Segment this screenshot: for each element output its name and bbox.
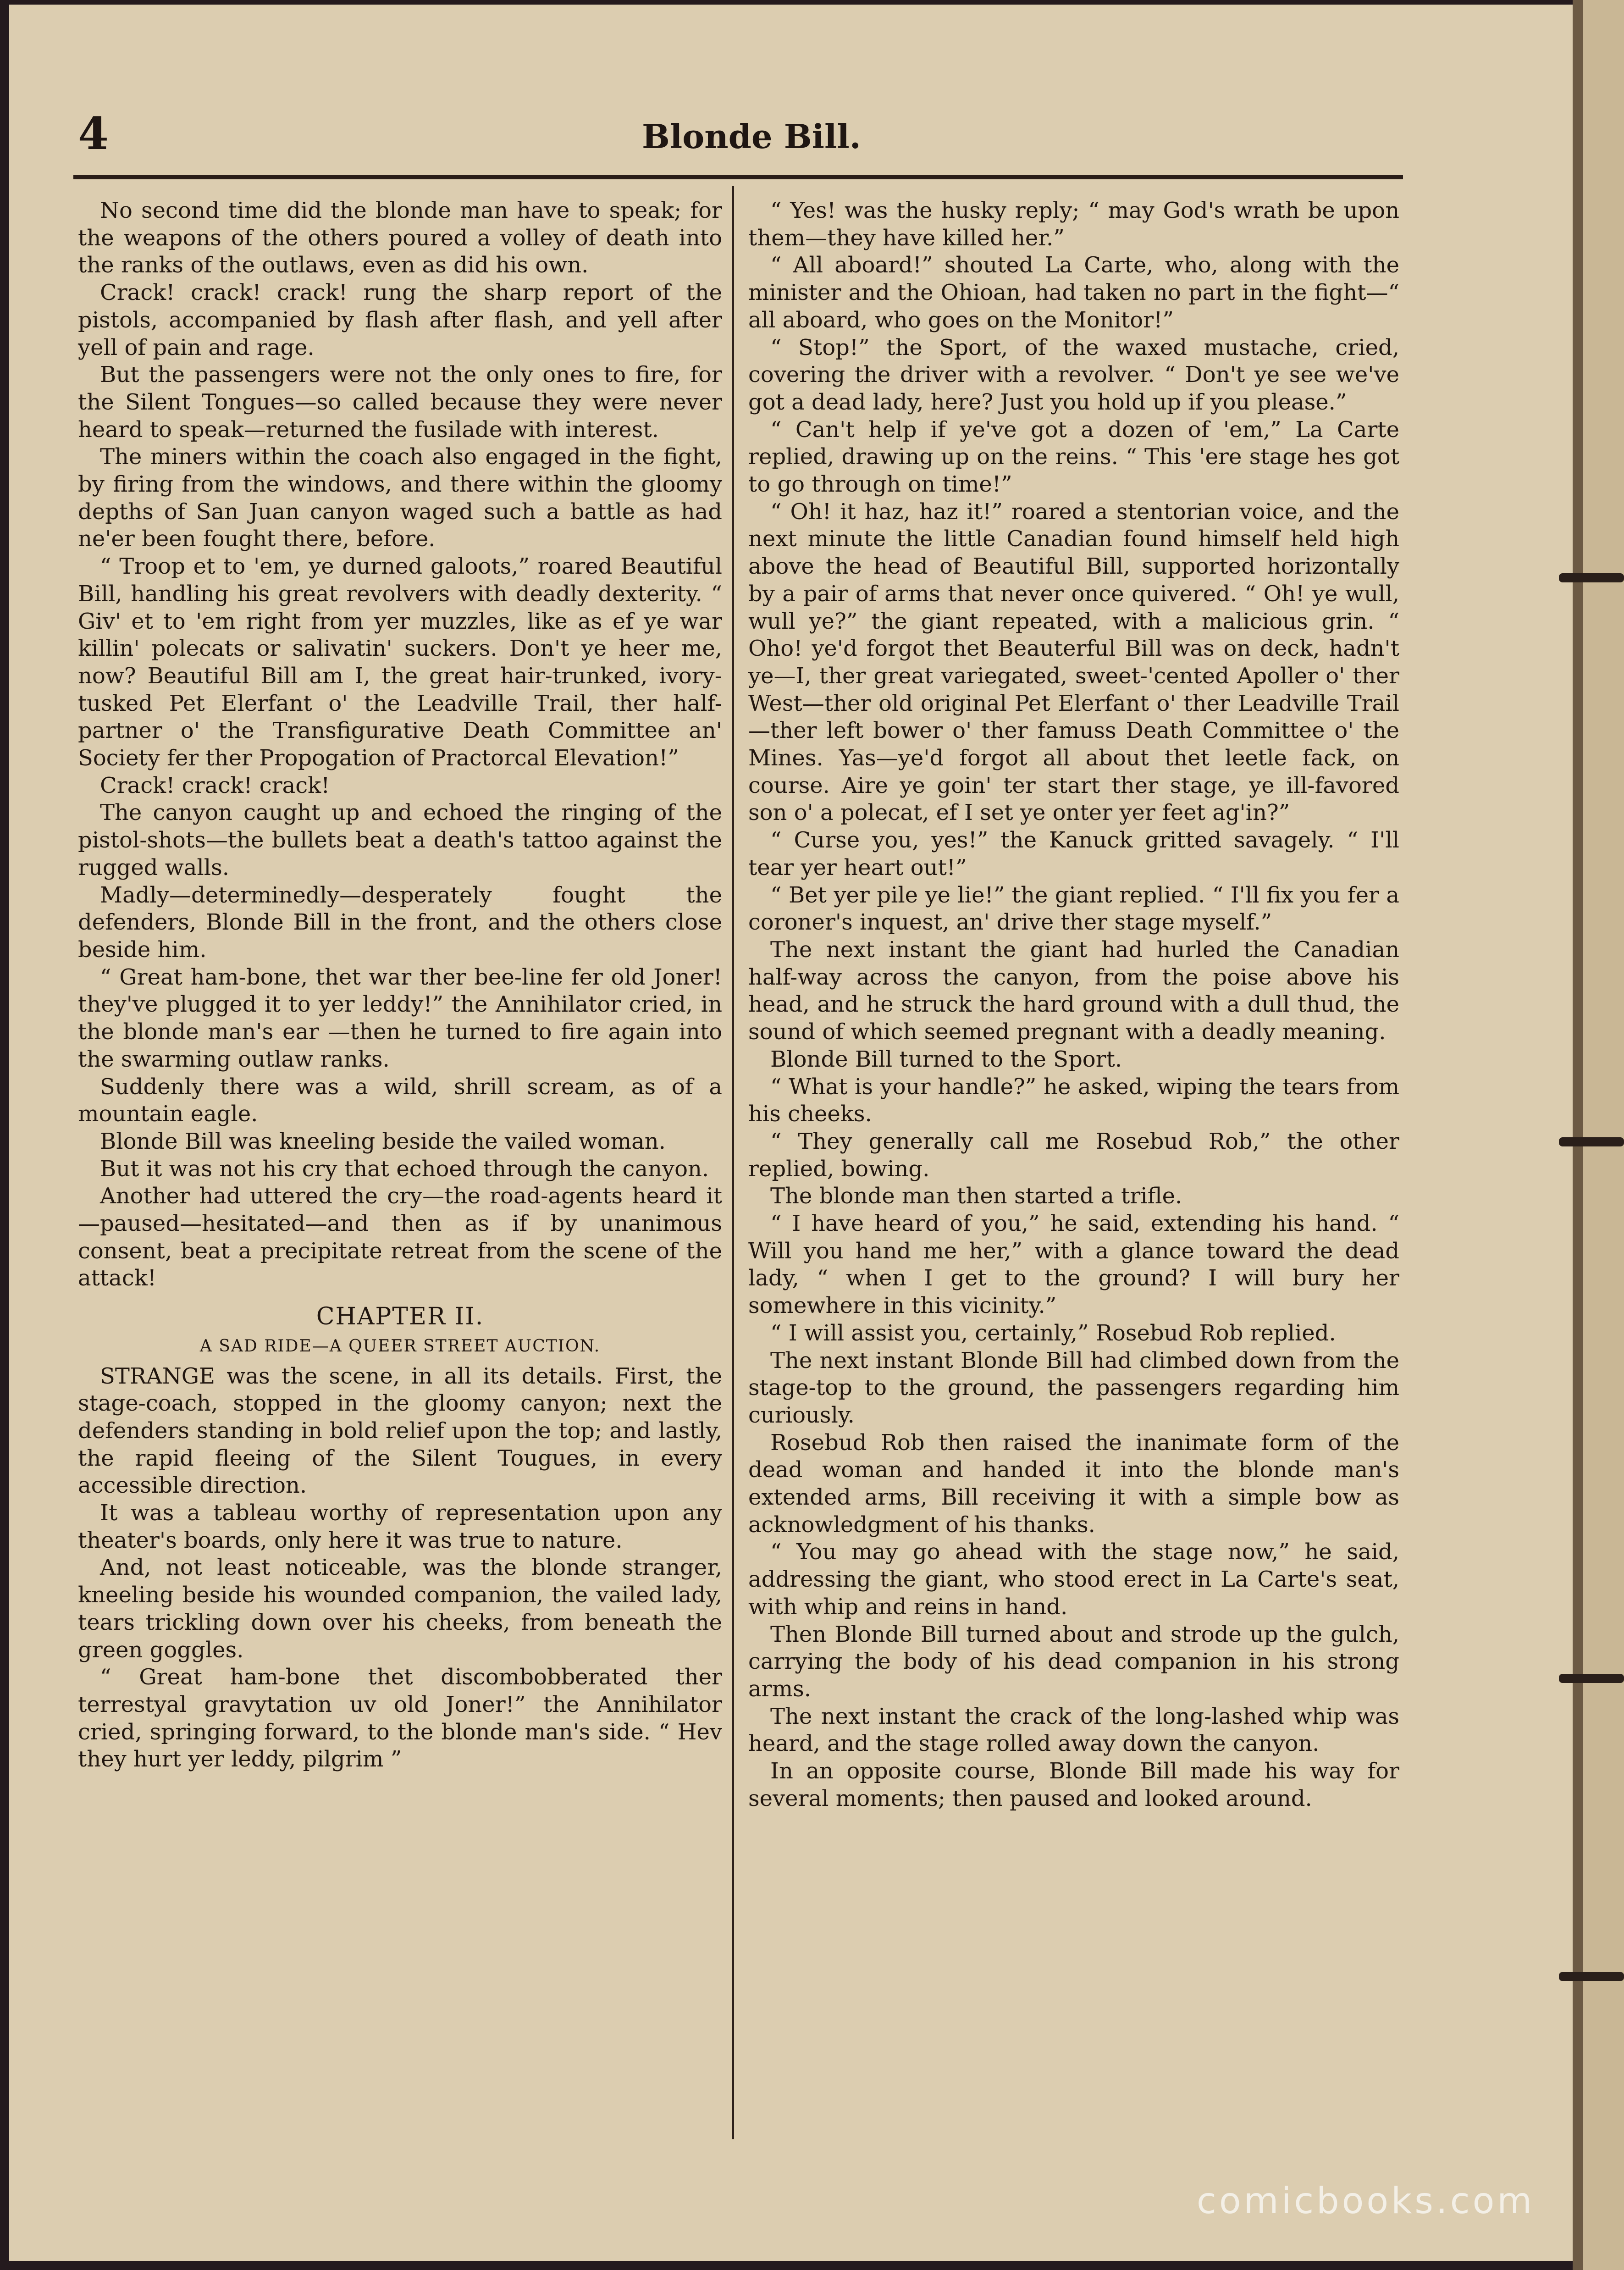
paragraph: Blonde Bill was kneeling beside the vailed woman. [100,1128,666,1154]
paragraph: The canyon caught up and echoed the ringing of the pistol-shots—the bullets beat a death's tattoo against the rugged walls. [78,800,722,880]
paragraph: “ Bet yer pile ye lie!” the giant replied. “ I'll fix you fer a coroner's inquest, an' drive ther stage myself.” [748,882,1399,936]
header-rule [73,175,1403,179]
paragraph: In an opposite course, Blonde Bill made his way for several moments; then paused and looked around. [748,1758,1399,1811]
binding-staple [1559,573,1624,582]
watermark: comicbooks.com [1197,2181,1535,2222]
paragraph: Then Blonde Bill turned about and strode up the gulch, carrying the body of his dead companion in his strong arms. [748,1621,1399,1702]
paragraph: Blonde Bill turned to the Sport. [770,1046,1122,1072]
page-number: 4 [78,108,109,160]
facing-page-edge [1573,0,1624,2270]
paragraph: “ You may go ahead with the stage now,” he said, addressing the giant, who stood erect in La Carte's seat, with whip and reins in hand. [748,1539,1399,1620]
paragraph: “ Can't help if ye've got a dozen of 'em,” La Carte replied, drawing up on the reins. “ This 'ere stage hes got to go through on time!” [748,416,1399,498]
paragraph: “ What is your handle?” he asked, wiping the tears from his cheeks. [748,1074,1399,1127]
running-title: Blonde Bill. [642,117,861,156]
binding-staple [1559,1137,1624,1146]
paragraph: Another had uttered the cry—the road-agents heard it—paused—hesitated—and then as if by unanimous consent, beat a precipitate retreat from the scene of the attack! [78,1183,722,1291]
paragraph: STRANGE was the scene, in all its details. First, the stage-coach, stopped in the gloomy canyon; next the defenders standing in bold relief upon the top; and lastly, the rapid fleeing of the Silent Tougues, in every accessible direction. [78,1363,722,1499]
gutter-shadow [1573,0,1583,2270]
paragraph: But the passengers were not the only ones to fire, for the Silent Tongues—so called because they were never heard to speak—returned the fusilade with interest. [78,362,722,443]
paragraph: The next instant the giant had hurled the Canadian half-way across the canyon, from the poise above his head, and he struck the hard ground with a dull thud, the sound of which seemed pregnant with a deadly meaning. [748,936,1399,1045]
paragraph: The blonde man then started a trifle. [770,1183,1182,1209]
left-column [78,197,722,1773]
right-column [748,197,1399,1812]
paragraph: “ Yes! was the husky reply; “ may God's wrath be upon them—they have killed her.” [748,198,1399,251]
paragraph: “ Great ham-bone, thet war ther bee-line fer old Joner! they've plugged it to yer leddy!” the Annihilator cried, in the blonde man's ear —then he turned to fire again into the swarming outlaw ranks. [78,964,722,1072]
paragraph: The next instant the crack of the long-lashed whip was heard, and the stage rolled away down the canyon. [748,1703,1399,1757]
paragraph: “ Stop!” the Sport, of the waxed mustache, cried, covering the driver with a revolver. “ Don't ye see we've got a dead lady, here? Just you hold up if you please.” [748,334,1399,415]
page-header [78,108,1417,172]
paragraph: Rosebud Rob then raised the inanimate form of the dead woman and handed it into the blonde man's extended arms, Bill receiving it with a simple bow as acknowledgment of his thanks. [748,1429,1399,1538]
paragraph: “ Great ham-bone thet discombobberated ther terrestyal gravytation uv old Joner!” the Annihilator cried, springing forward, to the blonde man's side. “ Hev they hurt yer leddy, pilgrim ” [78,1664,722,1772]
paragraph: The next instant Blonde Bill had climbed down from the stage-top to the ground, the passengers regarding him curiously. [748,1347,1399,1428]
column-divider [732,186,734,2139]
paragraph: Crack! crack! crack! rung the sharp report of the pistols, accompanied by flash after flash, and yell after yell of pain and rage. [78,280,722,360]
paragraph: “ I have heard of you,” he said, extending his hand. “ Will you hand me her,” with a glance toward the dead lady, “ when I get to the ground? I will bury her somewhere in this vicinity.” [748,1211,1399,1319]
chapter-title: CHAPTER II. [316,1303,484,1331]
paragraph: “ Oh! it haz, haz it!” roared a stentorian voice, and the next minute the little Canadian found himself held high above the head of Beautiful Bill, supported horizontally by a pair of arms that never once quivered. “ Oh! ye wull, wull ye?” the giant repeated, with a malicious grin. “ Oho! ye'd forgot thet Beauterful Bill was on deck, hadn't ye—I, ther great variegated, sweet-'cented Apoller o' ther West—ther old original Pet Elerfant o' ther Leadville Trail —ther left bower o' ther famuss Death Committee o' the Mines. Yas—ye'd forgot all about thet leetle fack, on course. Aire ye goin' ter start ther stage, ye ill-favored son o' a polecat, ef I set ye onter yer feet ag'in?” [748,498,1399,826]
paragraph: And, not least noticeable, was the blonde stranger, kneeling beside his wounded companion, the vailed lady, tears trickling down over his cheeks, from beneath the green goggles. [78,1555,722,1663]
paragraph: “ I will assist you, certainly,” Rosebud Rob replied. [770,1320,1336,1346]
chapter-subtitle: A SAD RIDE—A QUEER STREET AUCTION. [199,1336,601,1356]
binding-staple [1559,1674,1624,1683]
paragraph: But it was not his cry that echoed through the canyon. [100,1156,709,1182]
paragraph: “ All aboard!” shouted La Carte, who, along with the minister and the Ohioan, had taken no part in the fight—“ all aboard, who goes on the Monitor!” [748,252,1399,333]
paragraph: No second time did the blonde man have to speak; for the weapons of the others poured a volley of death into the ranks of the outlaws, even as did his own. [78,198,722,278]
paragraph: “ Curse you, yes!” the Kanuck gritted savagely. “ I'll tear yer heart out!” [748,827,1399,880]
paragraph: “ They generally call me Rosebud Rob,” the other replied, bowing. [748,1128,1399,1182]
paragraph: The miners within the coach also engaged in the fight, by firing from the windows, and there within the gloomy depths of San Juan canyon waged such a battle as had ne'er been fought there, before. [78,444,722,552]
paragraph: It was a tableau worthy of representation upon any theater's boards, only here it was true to nature. [78,1500,722,1553]
binding-staple [1559,1972,1624,1981]
paper-leaf [9,5,1586,2261]
paragraph: “ Troop et to 'em, ye durned galoots,” roared Beautiful Bill, handling his great revolvers with deadly dexterity. “ Giv' et to 'em right from yer muzzles, like as ef ye war killin' polecats or salivatin' suckers. Don't ye heer me, now? Beautiful Bill am I, the great hair-trunked, ivory-tusked Pet Elerfant o' the Leadville Trail, ther half-partner o' the Transfigurative Death Committee an' Society fer ther Propogation of Practorcal Elevation!” [78,554,722,771]
paragraph: Madly—determinedly—desperately fought the defenders, Blonde Bill in the front, and the others close beside him. [78,882,722,963]
paragraph: Suddenly there was a wild, shrill scream, as of a mountain eagle. [78,1074,722,1127]
paragraph: Crack! crack! crack! [100,772,330,798]
